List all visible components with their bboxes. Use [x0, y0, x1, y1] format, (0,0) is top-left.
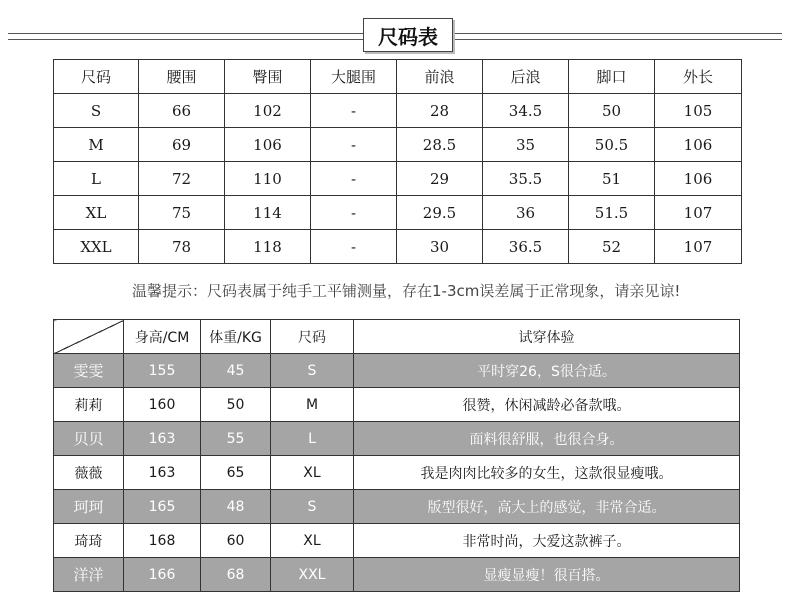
- name-cell: 洋洋: [54, 558, 124, 592]
- header-cell: 大腿围: [311, 60, 397, 94]
- table-row: [54, 128, 742, 162]
- table-cell: 66: [139, 94, 225, 128]
- size-cell: S: [54, 94, 139, 128]
- table-cell: 51: [569, 162, 655, 196]
- height-cell: 166: [124, 558, 201, 592]
- table-cell: -: [311, 128, 397, 162]
- table-cell: 78: [139, 230, 225, 264]
- header-cell: 身高/CM: [124, 320, 201, 354]
- weight-cell: 68: [201, 558, 271, 592]
- header-cell: 试穿体验: [354, 320, 740, 354]
- table-cell: 51.5: [569, 196, 655, 230]
- weight-cell: 65: [201, 456, 271, 490]
- table-cell: 35: [483, 128, 569, 162]
- header-cell: 尺码: [54, 60, 139, 94]
- size-cell: XL: [271, 456, 354, 490]
- table-cell: -: [311, 230, 397, 264]
- weight-cell: 48: [201, 490, 271, 524]
- weight-cell: 45: [201, 354, 271, 388]
- name-cell: 雯雯: [54, 354, 124, 388]
- height-cell: 163: [124, 422, 201, 456]
- size-cell: XXL: [54, 230, 139, 264]
- review-cell: 版型很好，高大上的感觉，非常合适。: [354, 490, 740, 524]
- table-row: [54, 388, 740, 422]
- title-row: [0, 0, 790, 60]
- page-title: 尺码表: [363, 18, 453, 52]
- review-cell: 很赞，休闲减龄必备款哦。: [354, 388, 740, 422]
- table-row: [54, 456, 740, 490]
- header-cell: 臀围: [225, 60, 311, 94]
- table-row: [54, 354, 740, 388]
- table-cell: 28: [397, 94, 483, 128]
- review-cell: 面料很舒服，也很合身。: [354, 422, 740, 456]
- table-cell: 114: [225, 196, 311, 230]
- table-row: [54, 94, 742, 128]
- size-table: [53, 59, 742, 264]
- height-cell: 163: [124, 456, 201, 490]
- table-row: [54, 162, 742, 196]
- review-cell: 我是肉肉比较多的女生，这款很显瘦哦。: [354, 456, 740, 490]
- table-cell: 29.5: [397, 196, 483, 230]
- size-cell: S: [271, 490, 354, 524]
- name-cell: 珂珂: [54, 490, 124, 524]
- size-cell: S: [271, 354, 354, 388]
- table-cell: 36.5: [483, 230, 569, 264]
- size-cell: L: [54, 162, 139, 196]
- table-cell: 106: [225, 128, 311, 162]
- size-cell: M: [54, 128, 139, 162]
- table-cell: 75: [139, 196, 225, 230]
- table-cell: 50.5: [569, 128, 655, 162]
- review-cell: 平时穿26，S很合适。: [354, 354, 740, 388]
- table-cell: 50: [569, 94, 655, 128]
- table-cell: 35.5: [483, 162, 569, 196]
- table-cell: 69: [139, 128, 225, 162]
- table-row: [54, 558, 740, 592]
- size-cell: XL: [54, 196, 139, 230]
- title-divider-right: [452, 33, 782, 40]
- table-cell: 72: [139, 162, 225, 196]
- size-cell: XXL: [271, 558, 354, 592]
- table-cell: 106: [655, 128, 742, 162]
- trial-table-header: [54, 320, 740, 354]
- size-cell: L: [271, 422, 354, 456]
- table-cell: 29: [397, 162, 483, 196]
- table-row: [54, 524, 740, 558]
- table-cell: 107: [655, 196, 742, 230]
- table-cell: 28.5: [397, 128, 483, 162]
- size-cell: M: [271, 388, 354, 422]
- size-table-header: [54, 60, 742, 94]
- name-cell: 琦琦: [54, 524, 124, 558]
- header-cell: 腰围: [139, 60, 225, 94]
- table-cell: -: [311, 94, 397, 128]
- header-cell: 体重/KG: [201, 320, 271, 354]
- table-row: [54, 422, 740, 456]
- table-cell: -: [311, 162, 397, 196]
- header-cell: 脚口: [569, 60, 655, 94]
- title-divider-left: [8, 33, 363, 40]
- table-row: [54, 490, 740, 524]
- weight-cell: 50: [201, 388, 271, 422]
- review-cell: 显瘦显瘦！很百搭。: [354, 558, 740, 592]
- height-cell: 160: [124, 388, 201, 422]
- table-cell: 110: [225, 162, 311, 196]
- table-cell: 106: [655, 162, 742, 196]
- table-cell: -: [311, 196, 397, 230]
- name-cell: 贝贝: [54, 422, 124, 456]
- table-cell: 107: [655, 230, 742, 264]
- weight-cell: 60: [201, 524, 271, 558]
- review-cell: 非常时尚，大爱这款裤子。: [354, 524, 740, 558]
- header-cell: 前浪: [397, 60, 483, 94]
- diagonal-corner-cell: [54, 320, 124, 354]
- table-cell: 118: [225, 230, 311, 264]
- height-cell: 168: [124, 524, 201, 558]
- table-cell: 102: [225, 94, 311, 128]
- height-cell: 155: [124, 354, 201, 388]
- weight-cell: 55: [201, 422, 271, 456]
- name-cell: 莉莉: [54, 388, 124, 422]
- table-cell: 105: [655, 94, 742, 128]
- trial-table: [53, 319, 740, 592]
- measurement-note: 温馨提示：尺码表属于纯手工平铺测量，存在1-3cm误差属于正常现象，请亲见谅!: [132, 282, 681, 300]
- size-cell: XL: [271, 524, 354, 558]
- height-cell: 165: [124, 490, 201, 524]
- table-row: [54, 230, 742, 264]
- name-cell: 薇薇: [54, 456, 124, 490]
- table-cell: 36: [483, 196, 569, 230]
- table-cell: 52: [569, 230, 655, 264]
- header-cell: 后浪: [483, 60, 569, 94]
- table-cell: 30: [397, 230, 483, 264]
- header-cell: 尺码: [271, 320, 354, 354]
- table-row: [54, 196, 742, 230]
- table-cell: 34.5: [483, 94, 569, 128]
- header-cell: 外长: [655, 60, 742, 94]
